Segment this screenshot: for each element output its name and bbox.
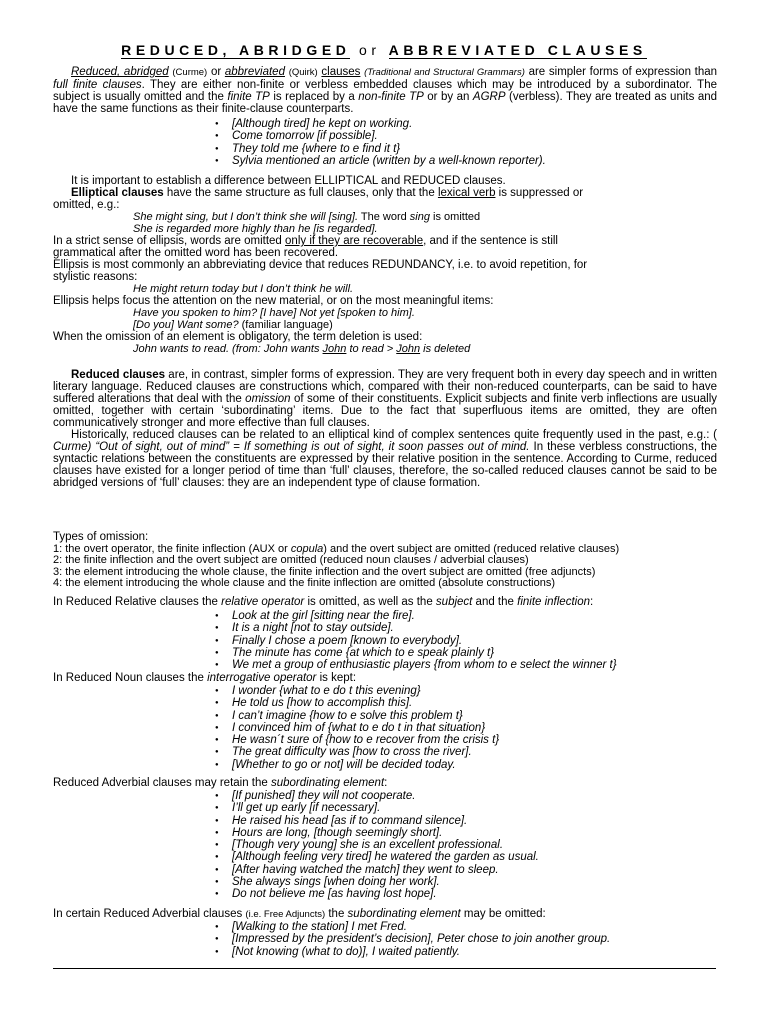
omission-types: Types of omission: 1: the overt operator, the finite inflection (AUX or copula) and the overt subject are omitted (reduced relative clauses) 2: the finite inflection and the overt subject are omitted (reduced noun clauses / adverbial clauses) 3: the element introducing the whole clause, the finite inflection and the overt subject are omitted (free adjuncts) 4: the element introducing the whole clause and the finite inflection are omitted (absolute constructions) — [53, 531, 620, 590]
list-item: ● [Although feeling very tired] he watered the garden as usual. — [215, 851, 715, 863]
list-item: ● [After having watched the match] they went to sleep. — [215, 864, 715, 876]
list-item: ● He raised his head [as if to command silence]. — [215, 815, 715, 827]
list-item: ● Do not believe me [as having lost hope]. — [215, 888, 715, 900]
free-adjuncts-section: In certain Reduced Adverbial clauses (i.e. Free Adjuncts) the subordinating element may be omitted: — [53, 908, 546, 920]
list-item: ● The great difficulty was [how to cross the river]. — [215, 746, 715, 758]
reduced-noun-examples — [215, 685, 715, 771]
list-item: ● The minute has come {at which to e speak plainly t} — [215, 647, 715, 659]
list-item: ● It is a night [not to stay outside]. — [215, 622, 715, 634]
list-item: ● Finally I chose a poem [known to everybody]. — [215, 635, 715, 647]
list-item: ● I can’t imagine {how to e solve this problem t} — [215, 710, 715, 722]
list-item: ● I convinced him of {what to e do t in that situation} — [215, 722, 715, 734]
list-item: ● Sylvia mentioned an article (written by a well-known reporter). — [215, 155, 715, 167]
list-item: ● [Although tired] he kept on working. — [215, 118, 715, 130]
reduced-noun-section: In Reduced Noun clauses the interrogative operator is kept: — [53, 672, 357, 684]
reduced-adverbial-section: Reduced Adverbial clauses may retain the subordinating element: — [53, 777, 388, 789]
reduced-clauses-paragraph: Reduced clauses are, in contrast, simpler forms of expression. They are very frequent both in every day speech and in written literary language. Reduced clauses are constructions which, compared with their non-reduced counterparts, can be said to have suffered alterations that deal with the omission of some of their constituents. Explicit subjects and finite verb inflections are usually omitted, together with certain ‘subordinating’ items. Due to the fact that superfluous items are omitted, they are often communicatively stronger and more effective than full clauses. Historically, reduced clauses can be related to an elliptical kind of complex sentences quite frequently used in the past, e.g.: ( Curme) “Out of sight, out of mind” = If something is out of sight, it soon passes out of mind. In these verbless constructions, the syntactic relations between the constituents are expressed by their relative position in the sentence. According to Curme, reduced clauses have existed for a longer period of time than ‘full’ clauses, therefore, the so-called reduced clauses cannot be said to be abridged versions of ‘full’ clauses: they are an independent type of clause formation. — [53, 369, 717, 489]
list-item: ● He told us [how to accomplish this]. — [215, 697, 715, 709]
list-item: ● [Impressed by the president’s decision], Peter chose to join another group. — [215, 933, 715, 945]
free-adjuncts-examples — [215, 921, 715, 958]
reduced-adverbial-examples — [215, 790, 715, 901]
list-item: ● [Not knowing (what to do)], I waited patiently. — [215, 946, 715, 958]
list-item: ● Look at the girl [sitting near the fire]. — [215, 610, 715, 622]
list-item: ● He wasn´t sure of {how to e recover from the crisis t} — [215, 734, 715, 746]
list-item: ● [If punished] they will not cooperate. — [215, 790, 715, 802]
list-item: ● They told me {where to e find it t} — [215, 143, 715, 155]
intro-examples — [215, 118, 715, 167]
list-item: ● I wonder {what to e do t this evening} — [215, 685, 715, 697]
list-item: ● She always sings [when doing her work]. — [215, 876, 715, 888]
reduced-relative-section: In Reduced Relative clauses the relative operator is omitted, as well as the subject and the finite inflection: — [53, 596, 594, 608]
page-title: REDUCED, ABRIDGED or ABBREVIATED CLAUSES — [121, 42, 647, 58]
intro-paragraph: Reduced, abridged (Curme) or abbreviated (Quirk) clauses (Traditional and Structural Grammars) are simpler forms of expression than full finite clauses. They are either non-finite or verbless embedded clauses which may be introduced by a subordinator. The subject is usually omitted and the finite TP is replaced by a non-finite TP or by an AGRP (verbless). They are treated as units and have the same functions as their finite-clause counterparts. — [53, 66, 718, 115]
list-item: ● [Whether to go or not] will be decided today. — [215, 759, 715, 771]
list-item: ● [Walking to the station] I met Fred. — [215, 921, 715, 933]
ellipsis-section: It is important to establish a difference between ELLIPTICAL and REDUCED clauses. Elliptical clauses have the same structure as full clauses, only that the lexical verb is suppressed or omitted, e.g.: She might sing, but I don’t think she will [sing]. The word sing is omitted She is regarded more highly than he [is regarded]. In a strict sense of ellipsis, words are omitted only if they are recoverable, and if the sentence is still grammatical after the omitted word has been recovered. Ellipsis is most commonly an abbreviating device that reduces REDUNDANCY, i.e. to avoid repetition, for stylistic reasons: He might return today but I don’t think he will. Ellipsis helps focus the attention on the new material, or on the most meaningful items: Have you spoken to him? [I have] Not yet [spoken to him]. [Do you] Want some? (familiar language) When the omission of an element is obligatory, the term deletion is used: John wants to read. (from: John wants John to read > John is deleted — [53, 175, 588, 355]
list-item: ● We met a group of enthusiastic players {from whom to e select the winner t} — [215, 659, 715, 671]
list-item: ● I’ll get up early [if necessary]. — [215, 802, 715, 814]
list-item: ● Hours are long, [though seemingly short]. — [215, 827, 715, 839]
reduced-relative-examples — [215, 610, 715, 671]
bottom-divider — [53, 968, 716, 969]
list-item: ● [Though very young] she is an excellent professional. — [215, 839, 715, 851]
list-item: ● Come tomorrow [if possible]. — [215, 130, 715, 142]
